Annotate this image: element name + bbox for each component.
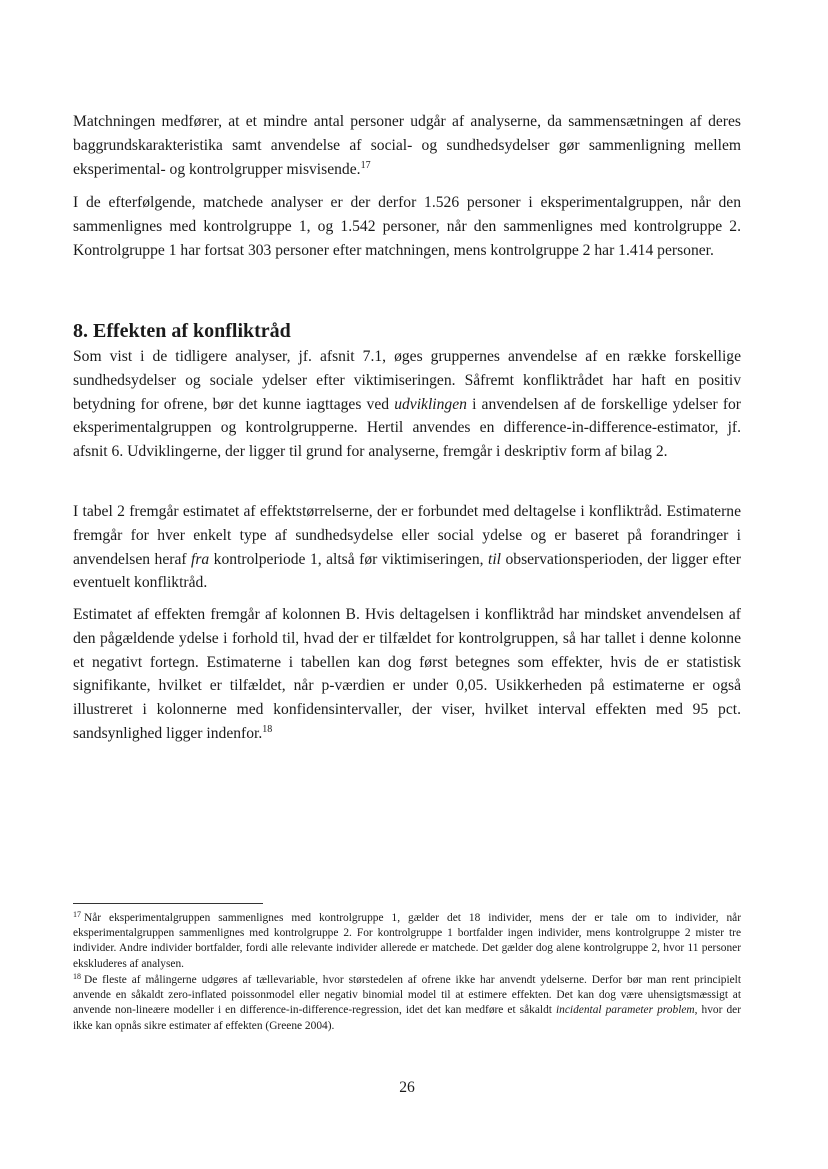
emphasis-text: fra <box>191 550 210 568</box>
footnote-ref-17[interactable]: 17 <box>360 159 371 171</box>
paragraph-text: Som vist i de tidligere analyser, jf. afsnit 7.1, øges gruppernes anvendelse af en række forskellige sundhedsydelser og sociale ydelser efter viktimiseringen. Såfremt konfliktrådet har haft en positiv betydning for ofrene, bør det kunne iagttages ved <box>73 348 741 413</box>
paragraph-text: I tabel 2 fremgår estimatet af effektstørrelserne, der er forbundet med deltagelse i konfliktråd. Estimaterne fremgår for hver enkelt type af sundhedsydelse eller social ydelse og er baseret på forandringer i anvendelsen heraf <box>73 503 741 568</box>
paragraph-text: I de efterfølgende, matchede analyser er der derfor 1.526 personer i eksperimentalgruppen, når den sammenlignes med kontrolgruppe 1, og 1.542 personer, når den sammenlignes med kontrolgruppe 2. Kontrolgruppe 1 har fortsat 303 personer efter matchningen, mens kontrolgruppe 2 har 1.414 personer. <box>73 194 741 259</box>
paragraph-table-estimates <box>73 500 741 595</box>
paragraph-estimate-interpretation <box>73 603 741 746</box>
paragraph-text: observationsperioden, der ligger efter eventuelt konfliktråd. <box>73 550 741 592</box>
paragraph-text: Estimatet af effekten fremgår af kolonnen B. Hvis deltagelsen i konfliktråd har mindsket anvendelsen af den pågældende ydelse i forhold til, hvad der er tilfældet for kontrolgruppen, så har tallet i denne kolonne et negativt fortegn. Estimaterne i tabellen kan dog først betegnes som effekter, hvis de er statistisk signifikante, hvilket er tilfældet, når p-værdien er under 0,05. Usikkerheden på estimaterne er også illustreret i kolonnerne med konfidensintervaller, der viser, hvilket interval effekten med 95 pct. sandsynlighed ligger indenfor. <box>73 606 741 742</box>
footnote-text: Når eksperimentalgruppen sammenlignes med kontrolgruppe 1, gælder det 18 individer, mens der er tale om to individer, når eksperimentalgruppen sammenlignes med kontrolgruppe 2. For kontrolgruppe 1 bortfalder ingen individer, mens kontrolgruppe 2 mister tre individer. Andre individer bortfalder, fordi alle relevante individer allerede er matchede. Det gælder dog alene kontrolgruppe 2, hvor 11 personer ekskluderes af analysen. <box>73 912 741 970</box>
page-number: 26 <box>399 1079 415 1096</box>
emphasis-text: til <box>488 550 502 568</box>
document-page <box>73 0 741 1169</box>
emphasis-text: incidental parameter problem <box>556 1004 695 1017</box>
footnote-17 <box>73 911 741 972</box>
paragraph-intro-effects <box>73 345 741 464</box>
footnote-text: De fleste af målingerne udgøres af tællevariable, hvor størstedelen af ofrene ikke har anvendt ydelserne. Derfor bør man rent principielt anvende en såkaldt zero-inflated poissonmodel eller negativ binomial model til at estimere effekten. Det kan dog være uhensigtsmæssigt at anvende non-lineære modeller i en difference-in-difference-regression, idet det kan medføre et såkaldt <box>73 974 741 1017</box>
footnote-18 <box>73 973 741 1034</box>
paragraph-text: Matchningen medfører, at et mindre antal personer udgår af analyserne, da sammensætningen af deres baggrundskarakteristika samt anvendelse af social- og sundhedsydelser gør sammenligning mellem eksperimental- og kontrolgrupper misvisende. <box>73 113 741 178</box>
paragraph-matched-counts <box>73 191 741 262</box>
paragraph-text: kontrolperiode 1, altså før viktimiseringen, <box>209 550 489 568</box>
paragraph-text: i anvendelsen af de forskellige ydelser for eksperimentalgruppen og kontrolgrupperne. Hertil anvendes en difference-in-difference-estimator, jf. afsnit 6. Udviklingerne, der ligger til grund for analyserne, fremgår i deskriptiv form af bilag 2. <box>73 395 742 461</box>
paragraph-matching <box>73 110 741 181</box>
footnote-number: 18 <box>73 972 81 981</box>
footnote-number: 17 <box>73 910 81 919</box>
footnote-ref-18[interactable]: 18 <box>262 723 273 735</box>
emphasis-text: udviklingen <box>394 395 467 413</box>
section-heading: 8. Effekten af konfliktråd <box>73 320 291 342</box>
footnote-divider <box>73 903 263 904</box>
footnote-text: , hvor der ikke kan opnås sikre estimater af effekten (Greene 2004). <box>73 1004 742 1032</box>
